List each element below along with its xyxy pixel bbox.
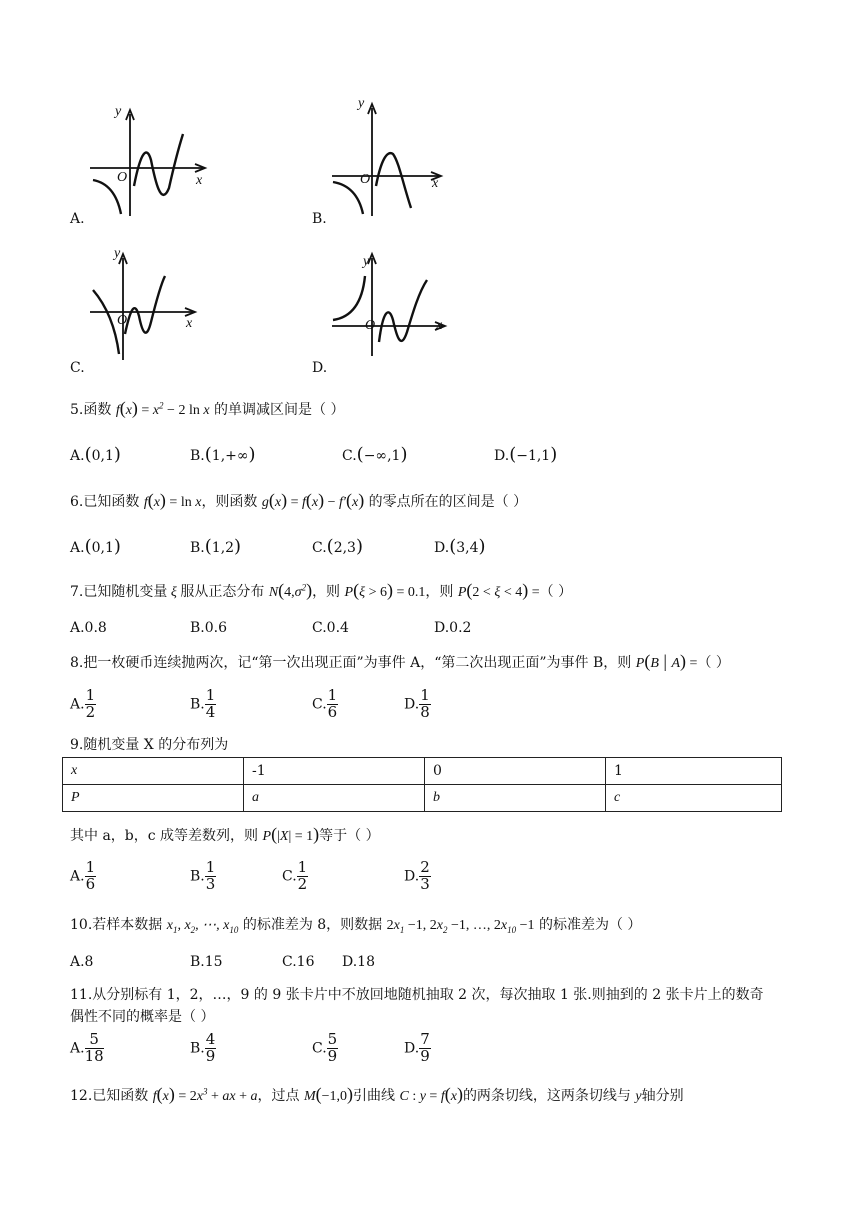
q9-option-a[interactable]: A. $\frac{1}{6}$ <box>70 858 96 893</box>
graph-c-option-label[interactable]: C. <box>70 360 85 376</box>
q10-option-c[interactable]: C.16 <box>282 954 315 970</box>
graph-a-y-label: y <box>115 104 122 119</box>
graph-c-y-label: y <box>114 246 121 261</box>
q11-option-a[interactable]: A. $\frac{5}{18}$ <box>70 1030 104 1065</box>
table-cell: x <box>63 758 244 785</box>
table-cell: c <box>606 785 782 812</box>
q9-intro: 9.随机变量 X 的分布列为 <box>70 737 229 753</box>
q6-option-b[interactable]: B.(1,2) <box>190 536 242 557</box>
q12-stem: 12.已知函数 $f(x) = 2x^3$ + ax + a，过点 M(−1,0)引曲线 C : y = f(x)的两条切线，这两条切线与 y轴分别 <box>70 1084 684 1104</box>
graph-a-option-label[interactable]: A. <box>70 211 85 227</box>
q8-stem: 8.把一枚硬币连续抛两次，记“第一次出现正面”为事件 A，“第二次出现正面”为事件 B，则 P(B | A) =（ ） <box>70 651 730 671</box>
q6-option-a[interactable]: A.(0,1) <box>70 536 121 557</box>
graph-b-x-label: x <box>432 176 439 191</box>
graph-c <box>85 246 215 366</box>
table-cell: b <box>425 785 606 812</box>
q11-option-d[interactable]: D. $\frac{7}{9}$ <box>404 1030 430 1065</box>
q8-option-c[interactable]: C. $\frac{1}{6}$ <box>312 686 338 721</box>
table-cell: 0 <box>425 758 606 785</box>
q7-stem: 7.已知随机变量 ξ 服从正态分布 $N(4,\sigma^2)$，则 P(ξ > 6) = 0.1，则 P(2 < ξ < 4) =（ ） <box>70 580 573 600</box>
q11-line2: 偶性不同的概率是（ ） <box>70 1009 215 1025</box>
q9-option-b[interactable]: B. $\frac{1}{3}$ <box>190 858 216 893</box>
q5-option-d[interactable]: D.(−1,1) <box>494 444 558 465</box>
graph-d <box>327 246 457 366</box>
q11-option-c[interactable]: C. $\frac{5}{9}$ <box>312 1030 338 1065</box>
q6-option-c[interactable]: C.(2,3) <box>312 536 363 557</box>
graph-d-origin-label: O <box>365 318 376 333</box>
q5-option-b[interactable]: B.(1,+∞) <box>190 444 256 465</box>
table-cell: P <box>63 785 244 812</box>
q7-option-c[interactable]: C.0.4 <box>312 620 349 636</box>
q8-option-b[interactable]: B. $\frac{1}{4}$ <box>190 686 216 721</box>
table-cell: -1 <box>244 758 425 785</box>
q8-option-d[interactable]: D. $\frac{1}{8}$ <box>404 686 430 721</box>
q10-stem: 10.若样本数据 $x_1$, $x_2$, ⋯, $x_{10}$ 的标准差为 8，则数据 $2x_1 -1$, $2x_2 -1$, …, $2x_{10} -1$ 的标准差为（ ） <box>70 917 642 935</box>
table-row <box>63 758 782 785</box>
graph-a-origin-label: O <box>117 170 128 185</box>
table-cell: a <box>244 785 425 812</box>
q7-option-b[interactable]: B.0.6 <box>190 620 228 636</box>
graph-c-origin-label: O <box>117 313 128 328</box>
q10-option-d[interactable]: D.18 <box>342 954 375 970</box>
q5-option-a[interactable]: A.(0,1) <box>70 444 121 465</box>
q5-option-c[interactable]: C.(−∞,1) <box>342 444 408 465</box>
q7-option-a[interactable]: A.0.8 <box>70 620 107 636</box>
q5-stem: 5.函数 $f(x) = x^2 - 2$ ln x 的单调减区间是（ ） <box>70 398 345 418</box>
q7-option-d[interactable]: D.0.2 <box>434 620 472 636</box>
q6-option-d[interactable]: D.(3,4) <box>434 536 486 557</box>
table-cell: 1 <box>606 758 782 785</box>
q9-distribution-table <box>62 757 782 812</box>
q11-option-b[interactable]: B. $\frac{4}{9}$ <box>190 1030 216 1065</box>
graph-b-origin-label: O <box>360 172 371 187</box>
graph-a <box>85 98 215 223</box>
graph-a-x-label: x <box>196 173 203 188</box>
graph-c-x-label: x <box>186 316 193 331</box>
table-row <box>63 785 782 812</box>
q6-stem: 6.已知函数 f(x) = ln x，则函数 g(x) = f(x) − f′(x) 的零点所在的区间是（ ） <box>70 490 528 510</box>
graph-b <box>327 98 457 223</box>
graph-d-y-label: y <box>363 254 370 269</box>
graph-d-x-label: x <box>436 318 443 333</box>
q5-formula: $f(x) = x^2 - 2$ ln x <box>115 398 210 418</box>
q10-option-b[interactable]: B.15 <box>190 954 223 970</box>
q11-line1: 11.从分别标有 1，2，…，9 的 9 张卡片中不放回地随机抽取 2 次，每次抽取 1 张.则抽到的 2 张卡片上的数奇 <box>70 987 764 1003</box>
graph-b-option-label[interactable]: B. <box>312 211 327 227</box>
q9-option-c[interactable]: C. $\frac{1}{2}$ <box>282 858 308 893</box>
graph-b-y-label: y <box>358 96 365 111</box>
q9-stem: 其中 a，b，c 成等差数列，则 P(|X| = 1)等于（ ） <box>70 824 380 844</box>
q8-option-a[interactable]: A. $\frac{1}{2}$ <box>70 686 96 721</box>
graph-d-option-label[interactable]: D. <box>312 360 328 376</box>
q10-option-a[interactable]: A.8 <box>70 954 94 970</box>
q9-option-d[interactable]: D. $\frac{2}{3}$ <box>404 858 430 893</box>
